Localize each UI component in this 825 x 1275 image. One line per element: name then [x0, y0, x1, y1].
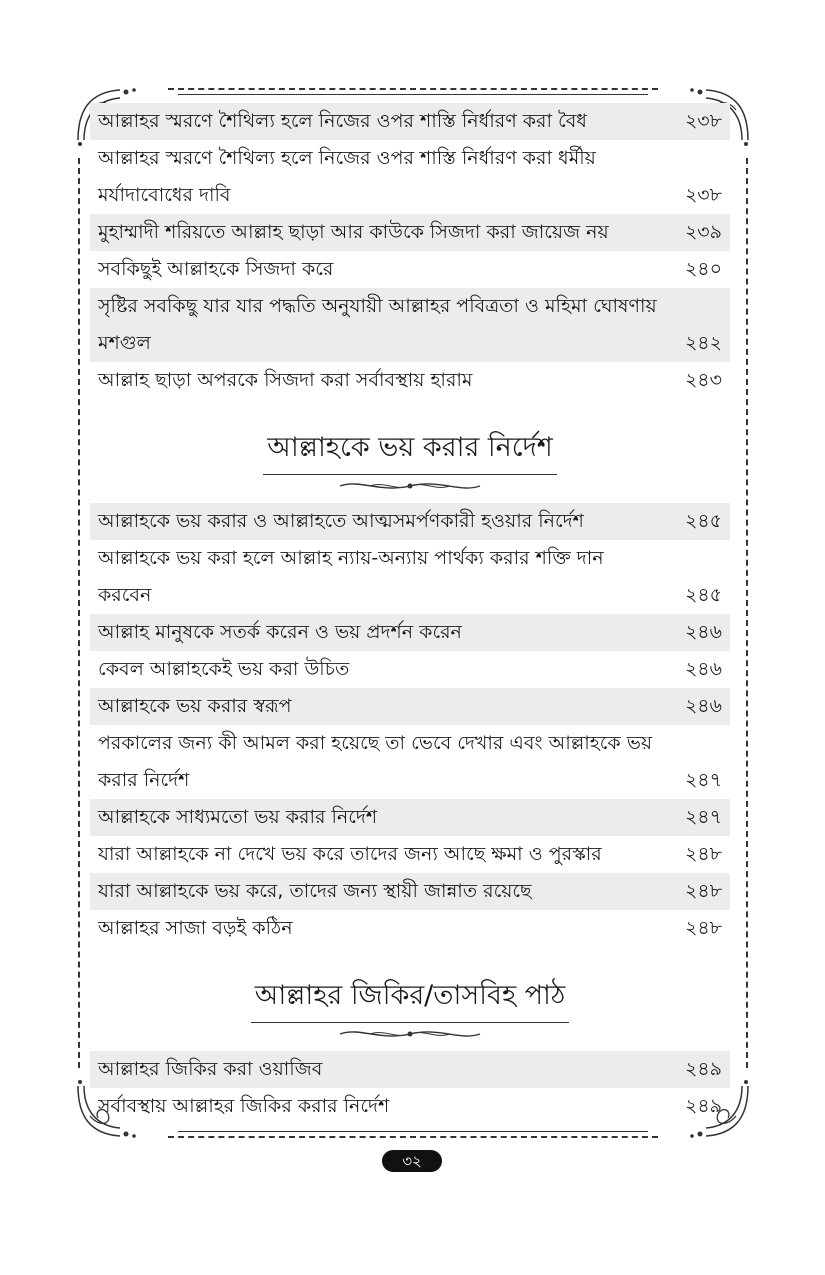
toc-section [90, 427, 730, 947]
entry-page: ২৪৭ [684, 769, 722, 791]
entry-page: ২৪৮ [684, 843, 722, 865]
border-top-inner [178, 94, 648, 95]
toc-entry[interactable] [90, 836, 730, 873]
toc-entry[interactable] [90, 103, 730, 140]
floral-divider-icon [330, 1027, 490, 1041]
section-heading-text: আল্লাহর জিকির/তাসবিহ পাঠ [251, 975, 570, 1023]
border-top [168, 88, 658, 90]
entry-page: ২৪৯ [684, 1058, 722, 1080]
entry-page: ২৪৮ [684, 917, 722, 939]
toc-entry[interactable] [90, 140, 730, 214]
entry-page: ২৪৮ [684, 880, 722, 902]
entry-page: ২৩৯ [684, 221, 722, 243]
toc-entry[interactable] [90, 1051, 730, 1088]
toc-entry[interactable] [90, 614, 730, 651]
toc-entry[interactable] [90, 362, 730, 399]
section-heading-text: আল্লাহকে ভয় করার নির্দেশ [263, 427, 557, 475]
entry-page: ২৪২ [684, 332, 722, 354]
toc-entry[interactable] [90, 540, 730, 614]
entry-page: ২৪৩ [684, 369, 722, 391]
entry-title: সৃষ্টির সবকিছু যার যার পদ্ধতি অনুযায়ী আল্লাহর পবিত্রতা ও মহিমা ঘোষণায় মশগুল [98, 295, 657, 354]
toc-entry[interactable] [90, 725, 730, 799]
section-heading [90, 427, 730, 475]
toc-section [90, 103, 730, 399]
entry-title: আল্লাহকে ভয় করার ও আল্লাহতে আত্মসমর্পণকারী হওয়ার নির্দেশ [98, 510, 584, 532]
toc-section [90, 975, 730, 1125]
entry-title: পরকালের জন্য কী আমল করা হয়েছে তা ভেবে দেখার এবং আল্লাহকে ভয় করার নির্দেশ [98, 732, 653, 791]
entry-title: যারা আল্লাহকে ভয় করে, তাদের জন্য স্থায়ী জান্নাত রয়েছে [98, 880, 532, 902]
entry-title: মুহাম্মাদী শরিয়তে আল্লাহ ছাড়া আর কাউকে সিজদা করা জায়েজ নয় [98, 221, 609, 243]
toc-entry[interactable] [90, 251, 730, 288]
toc-entry[interactable] [90, 288, 730, 362]
entry-title: আল্লাহকে সাধ্যমতো ভয় করার নির্দেশ [98, 806, 378, 828]
entry-page: ২৪৬ [684, 621, 722, 643]
entry-page: ২৪৬ [684, 695, 722, 717]
border-left [78, 158, 80, 1068]
entry-page: ২৩৮ [684, 110, 722, 132]
entry-page: ২৪৫ [684, 510, 722, 532]
entry-title: আল্লাহর সাজা বড়ই কঠিন [98, 917, 293, 939]
section-heading [90, 975, 730, 1023]
entry-title: আল্লাহর স্মরণে শৈথিল্য হলে নিজের ওপর শাস্তি নির্ধারণ করা ধর্মীয় মর্যাদাবোধের দাবি [98, 147, 596, 206]
floral-divider-icon [330, 479, 490, 493]
entry-title: আল্লাহ ছাড়া অপরকে সিজদা করা সর্বাবস্থায় হারাম [98, 369, 473, 391]
entry-page: ২৪৭ [684, 806, 722, 828]
toc-entry[interactable] [90, 688, 730, 725]
page-number: ৩২ [382, 1150, 442, 1172]
border-bottom-inner [178, 1131, 648, 1132]
toc-entry[interactable] [90, 873, 730, 910]
entry-title: সর্বাবস্থায় আল্লাহর জিকির করার নির্দেশ [98, 1095, 390, 1117]
entry-title: আল্লাহর স্মরণে শৈথিল্য হলে নিজের ওপর শাস্তি নির্ধারণ করা বৈধ [98, 110, 587, 132]
entry-page: ২৪৯ [684, 1095, 722, 1117]
entry-page: ২৪৫ [684, 584, 722, 606]
toc-entry[interactable] [90, 910, 730, 947]
border-right [746, 158, 748, 1068]
entry-page: ২৩৮ [684, 184, 722, 206]
entry-page: ২৪০ [684, 258, 722, 280]
entry-title: আল্লাহকে ভয় করার স্বরূপ [98, 695, 292, 717]
entry-title: সবকিছুই আল্লাহকে সিজদা করে [98, 258, 334, 280]
toc-entry[interactable] [90, 1088, 730, 1125]
entry-title: আল্লাহকে ভয় করা হলে আল্লাহ ন্যায়-অন্যায় পার্থক্য করার শক্তি দান করবেন [98, 547, 604, 606]
entry-title: আল্লাহর জিকির করা ওয়াজিব [98, 1058, 323, 1080]
entry-title: যারা আল্লাহকে না দেখে ভয় করে তাদের জন্য আছে ক্ষমা ও পুরস্কার [98, 843, 602, 865]
entry-page: ২৪৬ [684, 658, 722, 680]
toc-entry[interactable] [90, 503, 730, 540]
toc-entry[interactable] [90, 651, 730, 688]
border-bottom [168, 1136, 658, 1138]
toc-entry[interactable] [90, 214, 730, 251]
entry-title: কেবল আল্লাহকেই ভয় করা উচিত [98, 658, 350, 680]
table-of-contents [90, 103, 730, 1125]
entry-title: আল্লাহ মানুষকে সতর্ক করেন ও ভয় প্রদর্শন করেন [98, 621, 462, 643]
toc-entry[interactable] [90, 799, 730, 836]
